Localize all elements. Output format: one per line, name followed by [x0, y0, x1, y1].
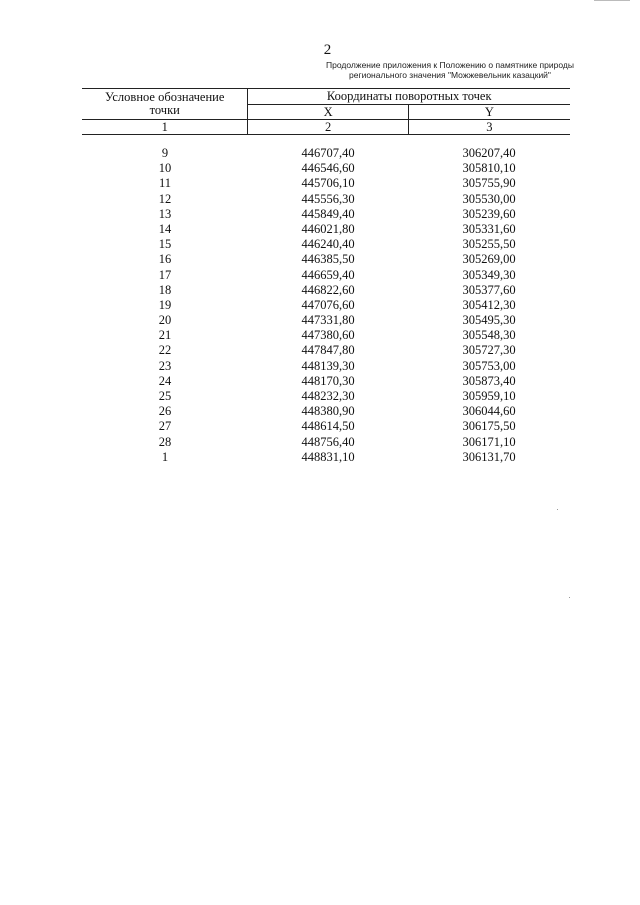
column-number-1: 1 — [82, 120, 248, 135]
x-coordinate-cell: 448170,30 — [301, 373, 355, 388]
y-coordinate-cell: 305810,10 — [462, 161, 516, 176]
table-row — [82, 252, 570, 267]
point-id-cell: 9 — [161, 146, 169, 160]
header-row-top — [82, 89, 570, 105]
y-coordinate-cell: 305755,90 — [462, 176, 516, 191]
scan-speck — [569, 597, 570, 598]
x-coordinate-cell: 446546,60 — [301, 161, 355, 176]
scan-edge-mark — [594, 0, 630, 1]
x-coordinate-cell: 448831,10 — [301, 449, 355, 464]
coordinates-table-header — [82, 88, 570, 135]
point-id-cell: 20 — [158, 313, 172, 328]
point-id-cell: 23 — [158, 358, 172, 373]
point-id-cell: 17 — [158, 267, 172, 282]
x-coordinate-cell: 448139,30 — [301, 358, 355, 373]
y-coordinate-cell: 305269,00 — [462, 252, 516, 267]
x-coordinate-cell: 446822,60 — [301, 282, 355, 297]
x-coordinate-cell: 445849,40 — [301, 206, 355, 221]
point-id-cell: 21 — [158, 328, 172, 343]
column-number-2: 2 — [248, 120, 408, 135]
point-id-cell: 13 — [158, 206, 172, 221]
y-coordinate-cell: 306044,60 — [462, 404, 516, 419]
table-row — [82, 222, 570, 237]
table-row — [82, 268, 570, 283]
x-coordinate-cell: 448614,50 — [301, 419, 355, 434]
continuation-note — [300, 60, 600, 80]
x-coordinate-cell: 447847,80 — [301, 343, 355, 358]
x-coordinate-cell: 447331,80 — [301, 313, 355, 328]
y-coordinate-cell: 305412,30 — [462, 297, 516, 312]
table-row — [82, 313, 570, 328]
point-id-cell: 14 — [158, 221, 172, 236]
y-coordinate-cell: 305239,60 — [462, 206, 516, 221]
table-row — [82, 343, 570, 358]
table-row — [82, 374, 570, 389]
point-id-cell: 18 — [158, 282, 172, 297]
table-row — [82, 435, 570, 450]
point-id-cell: 16 — [158, 252, 172, 267]
x-coordinate-cell: 448756,40 — [301, 434, 355, 449]
table-row — [82, 176, 570, 191]
continuation-note-line-2: регионального значения "Можжевельник казацкий" — [349, 70, 551, 80]
table-row — [82, 450, 570, 465]
x-coordinate-cell: 447076,60 — [301, 297, 355, 312]
table-row — [82, 161, 570, 176]
y-coordinate-cell: 306207,40 — [462, 146, 516, 160]
y-coordinate-cell: 306171,10 — [462, 434, 516, 449]
x-coordinate-cell: 446021,80 — [301, 221, 355, 236]
table-row — [82, 207, 570, 222]
scan-speck — [557, 509, 558, 510]
point-id-cell: 12 — [158, 191, 172, 206]
coordinates-table-body — [82, 146, 570, 465]
header-row-column-numbers — [82, 120, 570, 135]
header-point-label-line-2: точки — [149, 103, 180, 117]
header-y: Y — [484, 104, 494, 119]
x-coordinate-cell: 447380,60 — [301, 328, 355, 343]
x-coordinate-cell: 448380,90 — [301, 404, 355, 419]
page-number: 2 — [323, 42, 332, 58]
table-row — [82, 298, 570, 313]
table-row — [82, 419, 570, 434]
y-coordinate-cell: 305753,00 — [462, 358, 516, 373]
point-id-cell: 11 — [158, 176, 172, 191]
y-coordinate-cell: 305377,60 — [462, 282, 516, 297]
table-row — [82, 328, 570, 343]
point-id-cell: 26 — [158, 404, 172, 419]
table-row — [82, 192, 570, 207]
point-id-cell: 28 — [158, 434, 172, 449]
y-coordinate-cell: 306131,70 — [462, 449, 516, 464]
y-coordinate-cell: 305727,30 — [462, 343, 516, 358]
y-coordinate-cell: 305331,60 — [462, 221, 516, 236]
continuation-note-line-1: Продолжение приложения к Положению о памятнике природы — [326, 60, 574, 70]
x-coordinate-cell: 446385,50 — [301, 252, 355, 267]
table-row — [82, 389, 570, 404]
y-coordinate-cell: 305255,50 — [462, 237, 516, 252]
header-point-label-line-1: Условное обозначение — [105, 90, 225, 104]
point-id-cell: 25 — [158, 389, 172, 403]
table-row — [82, 359, 570, 374]
point-id-cell: 22 — [158, 343, 172, 358]
point-id-cell: 10 — [158, 161, 172, 176]
column-number-3: 3 — [408, 120, 570, 135]
table-row — [82, 146, 570, 161]
y-coordinate-cell: 305959,10 — [462, 389, 516, 403]
y-coordinate-cell: 305495,30 — [462, 313, 516, 328]
y-coordinate-cell: 305349,30 — [462, 267, 516, 282]
x-coordinate-cell: 445556,30 — [301, 191, 355, 206]
x-coordinate-cell: 446707,40 — [301, 146, 355, 160]
x-coordinate-cell: 445706,10 — [301, 176, 355, 191]
y-coordinate-cell: 306175,50 — [462, 419, 516, 434]
y-coordinate-cell: 305530,00 — [462, 191, 516, 206]
header-x: X — [248, 105, 408, 120]
x-coordinate-cell: 446240,40 — [301, 237, 355, 252]
x-coordinate-cell: 448232,30 — [301, 389, 355, 403]
point-id-cell: 1 — [161, 449, 169, 464]
y-coordinate-cell: 305548,30 — [462, 328, 516, 343]
header-coords-title: Координаты поворотных точек — [248, 89, 570, 105]
point-id-cell: 27 — [158, 419, 172, 434]
table-row — [82, 237, 570, 252]
table-row — [82, 283, 570, 298]
y-coordinate-cell: 305873,40 — [462, 373, 516, 388]
point-id-cell: 15 — [158, 237, 172, 252]
point-id-cell: 24 — [158, 373, 172, 388]
table-row — [82, 404, 570, 419]
header-point-label — [82, 89, 248, 120]
point-id-cell: 19 — [158, 297, 172, 312]
x-coordinate-cell: 446659,40 — [301, 267, 355, 282]
